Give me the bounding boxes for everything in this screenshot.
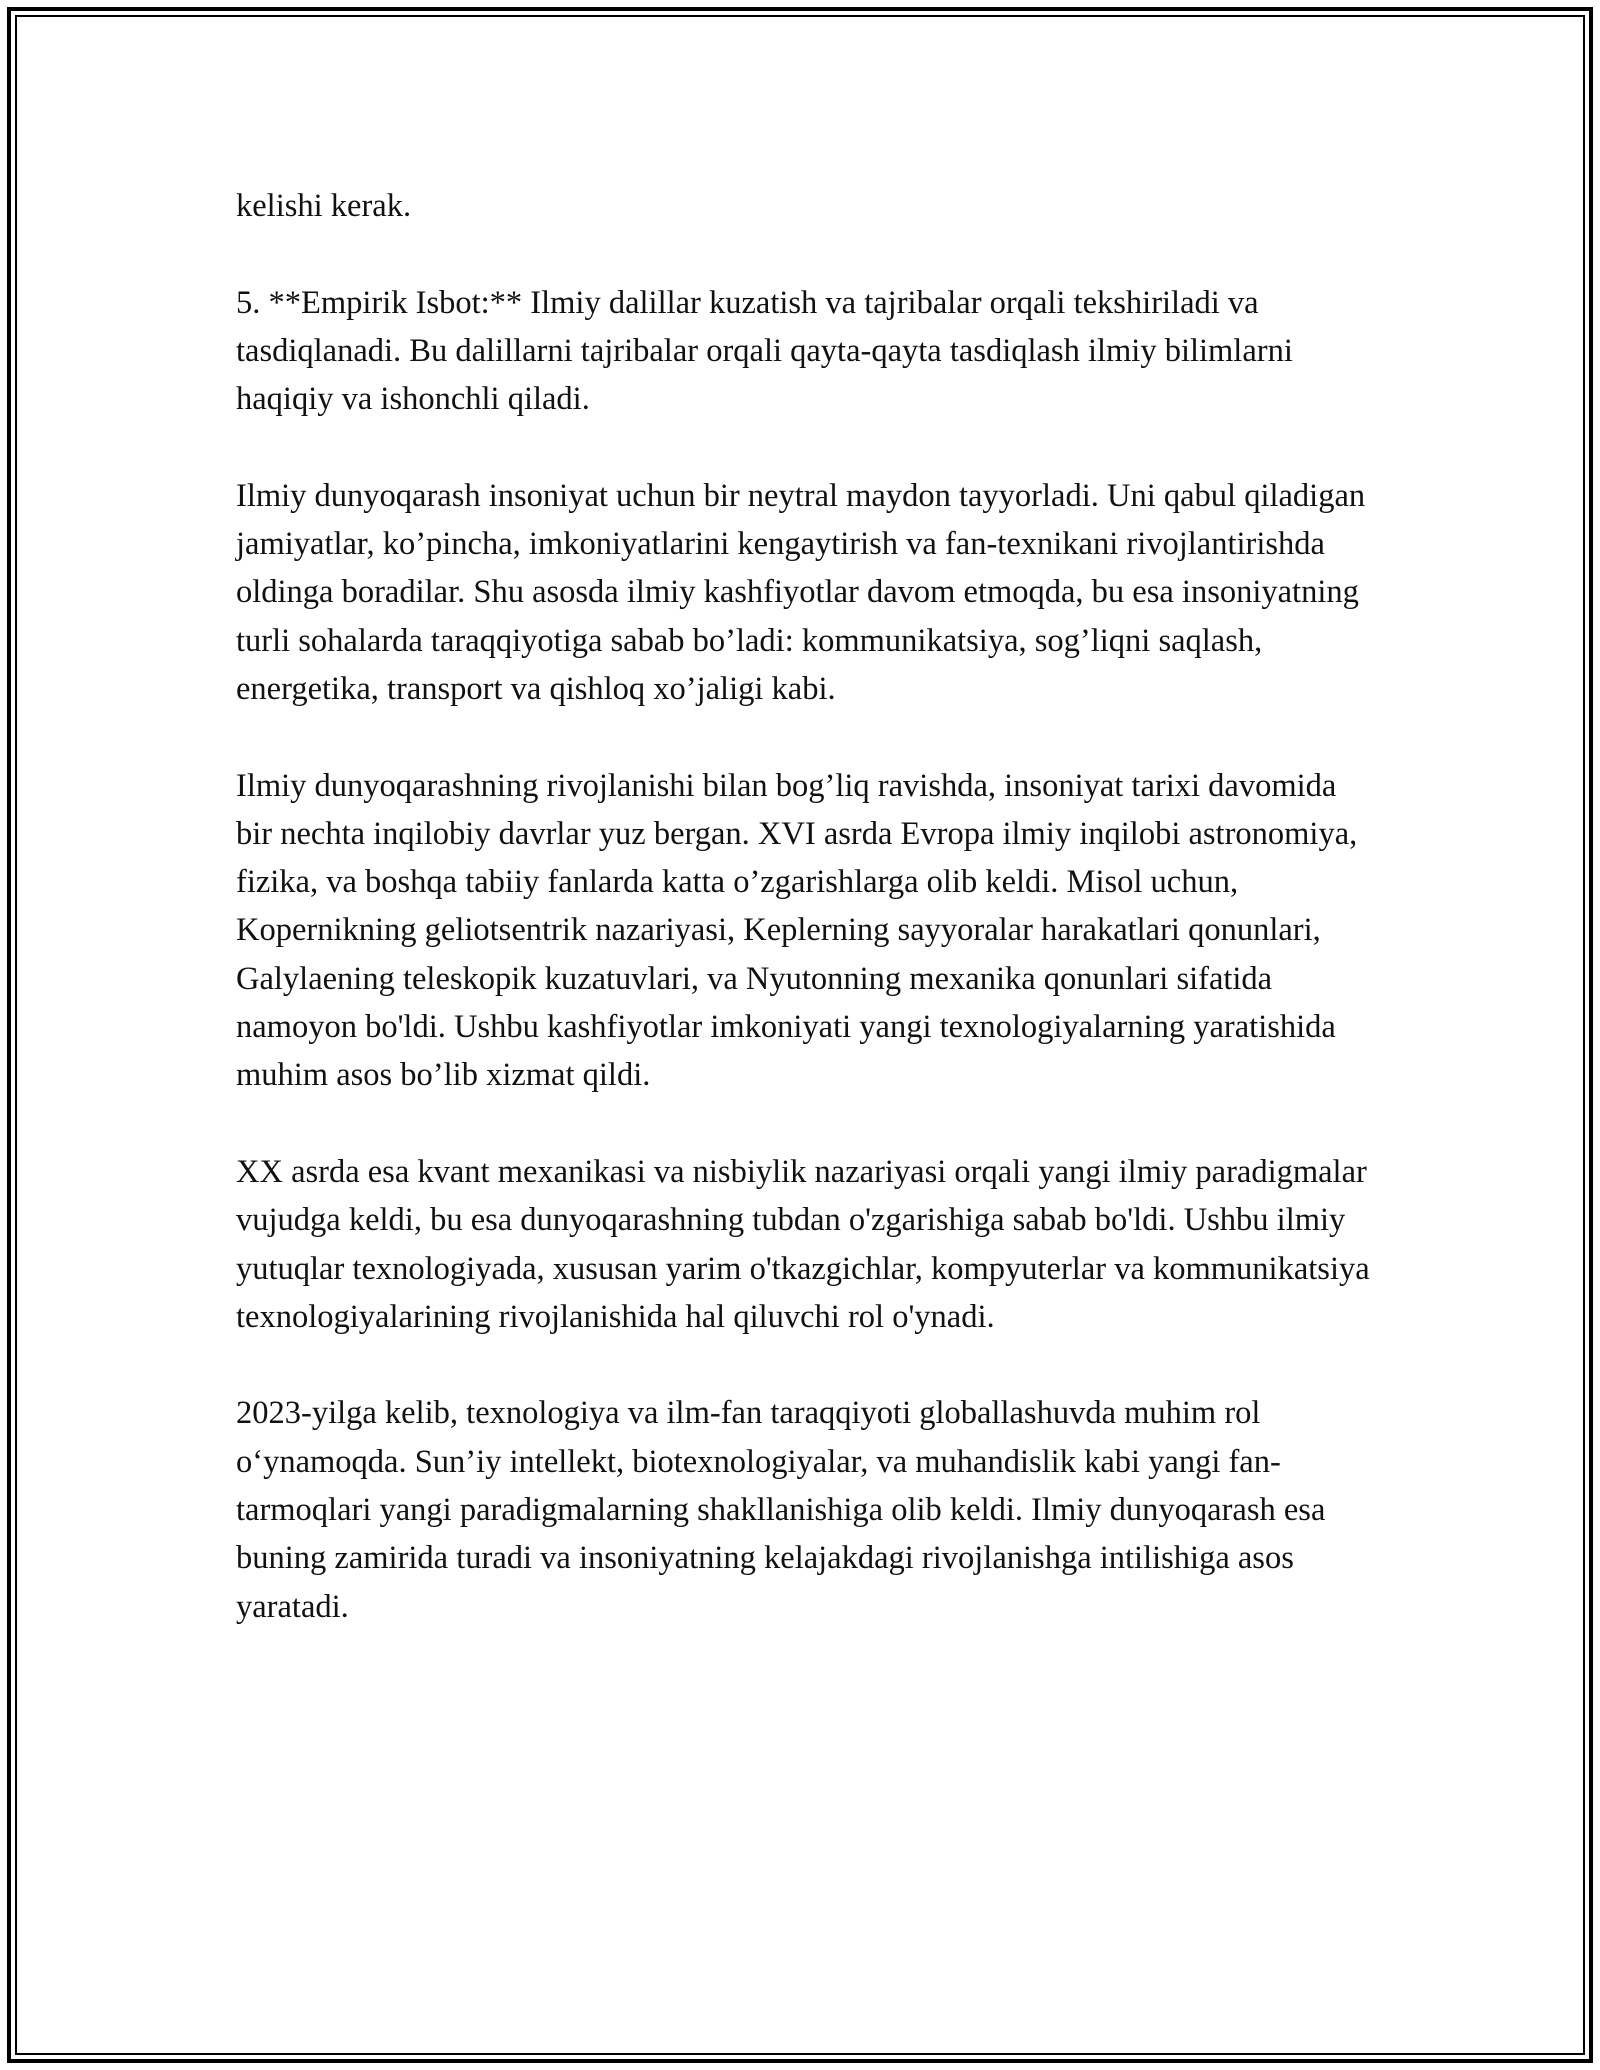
paragraph-empirik-isbot: 5. **Empirik Isbot:** Ilmiy dalillar kuzatish va tajribalar orqali tekshiriladi va tasdiqlanadi. Bu dalillarni tajribalar orqali qayta-qayta tasdiqlash ilmiy bilimlarni haqiqiy va ishonchli qiladi. <box>236 284 1293 418</box>
paragraph-inqilobiy-davrlar: Ilmiy dunyoqarashning rivojlanishi bilan bog’liq ravishda, insoniyat tarixi davomida bir nechta inqilobiy davrlar yuz bergan. XVI asrda Evropa ilmiy inqilobi astronomiya, fizika, va boshqa tabiiy fanlarda katta o’zgarishlarga olib keldi. Misol uchun, Kopernikning geliotsentrik nazariyasi, Keplerning sayyoralar harakatlari qonunlari, Galylaening teleskopik kuzatuvlari, va Nyutonning mexanika qonunlari sifatida namoyon bo'ldi. Ushbu kashfiyotlar imkoniyati yangi texnologiyalarning yaratishida muhim asos bo’lib xizmat qildi. <box>236 767 1358 1094</box>
paragraph-xx-asr: XX asrda esa kvant mexanikasi va nisbiylik nazariyasi orqali yangi ilmiy paradigmalar vujudga keldi, bu esa dunyoqarashning tubdan o'zgarishiga sabab bo'ldi. Ushbu ilmiy yutuqlar texnologiyada, xususan yarim o'tkazgichlar, kompyuterlar va kommunikatsiya texnologiyalarining rivojlanishida hal qiluvchi rol o'ynadi. <box>236 1153 1370 1335</box>
paragraph-2023-yil: 2023-yilga kelib, texnologiya va ilm-fan taraqqiyoti globallashuvda muhim rol o‘ynamoqda. Sun’iy intellekt, biotexnologiyalar, va muhandislik kabi yangi fan-tarmoqlari yangi paradigmalarning shakllanishiga olib keldi. Ilmiy dunyoqarash esa buning zamirida turadi va insoniyatning kelajakdagi rivojlanishga intilishiga asos yaratadi. <box>236 1395 1326 1625</box>
paragraph-neytral-maydon: Ilmiy dunyoqarash insoniyat uchun bir neytral maydon tayyorladi. Uni qabul qiladigan jamiyatlar, ko’pincha, imkoniyatlarini kengaytirish va fan-texnikani rivojlantirishda oldinga boradilar. Shu asosda ilmiy kashfiyotlar davom etmoqda, bu esa insoniyatning turli sohalarda taraqqiyotiga sabab bo’ladi: kommunikatsiya, sog’liqni saqlash, energetika, transport va qishloq xo’jaligi kabi. <box>236 477 1366 707</box>
document-body <box>236 182 1376 1679</box>
paragraph-continuation: kelishi kerak. <box>236 188 412 224</box>
